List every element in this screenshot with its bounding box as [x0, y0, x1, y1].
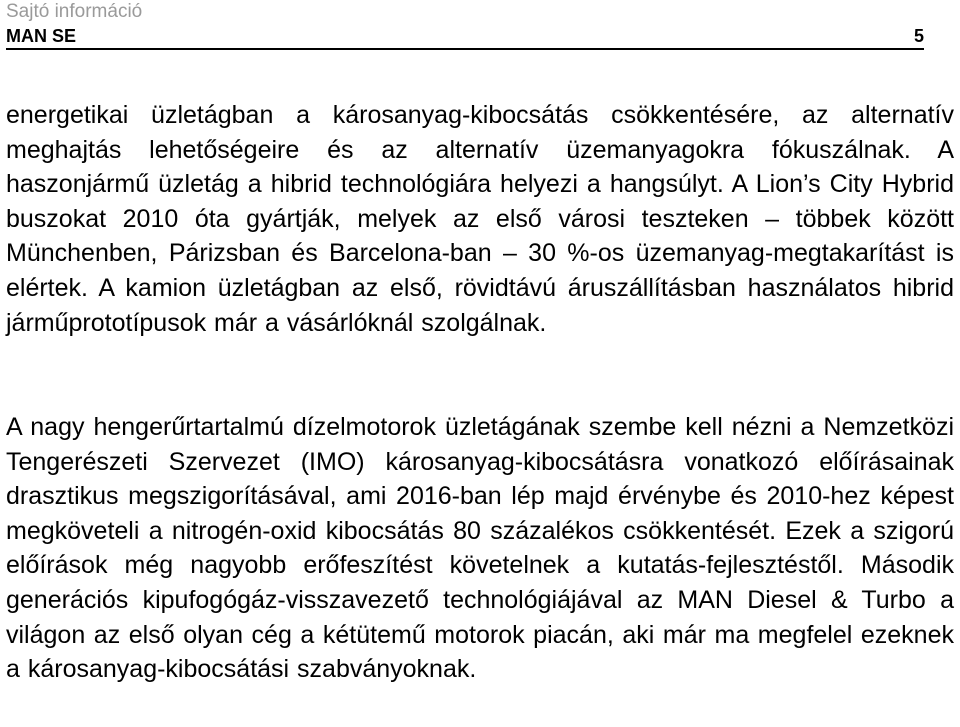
company-name: MAN SE — [6, 26, 77, 46]
page-header — [6, 24, 924, 50]
press-release-label: Sajtó információ — [6, 1, 143, 22]
body-paragraph-2: A nagy hengerűrtartalmú dízelmotorok üzletágának szembe kell nézni a Nemzetközi Tengerészeti Szervezet (IMO) károsanyag-kibocsátásra vonatkozó előírásainak drasztikus megszigorításával, ami 2016-ban lép majd érvénybe és 2010-hez képest megköveteli a nitrogén-oxid kibocsátás 80 százalékos csökkentését. Ezek a szigorú előírások még nagyobb erőfeszítést követelnek a kutatás-fejlesztéstől. Második generációs kipufogógáz-visszavezető technológiájával az MAN Diesel & Turbo a világon az első olyan cég a kétütemű motorok piacán, aki már ma megfelel ezeknek a károsanyag-kibocsátási szabványoknak. — [6, 413, 954, 684]
body-paragraph-1: energetikai üzletágban a károsanyag-kibocsátás csökkentésére, az alternatív meghajtás lehetőségeire és az alternatív üzemanyagokra fókuszálnak. A haszonjármű üzletág a hibrid technológiára helyezi a hangsúlyt. A Lion’s City Hybrid buszokat 2010 óta gyártják, melyek az első városi teszteken – többek között Münchenben, Párizsban és Barcelona-ban – 30 %-os üzemanyag-megtakarítást is elértek. A kamion üzletágban az első, rövidtávú áruszállításban használatos hibrid járműprototípusok már a vásárlóknál szolgálnak. — [6, 101, 954, 337]
page-number: 5 — [913, 26, 924, 46]
